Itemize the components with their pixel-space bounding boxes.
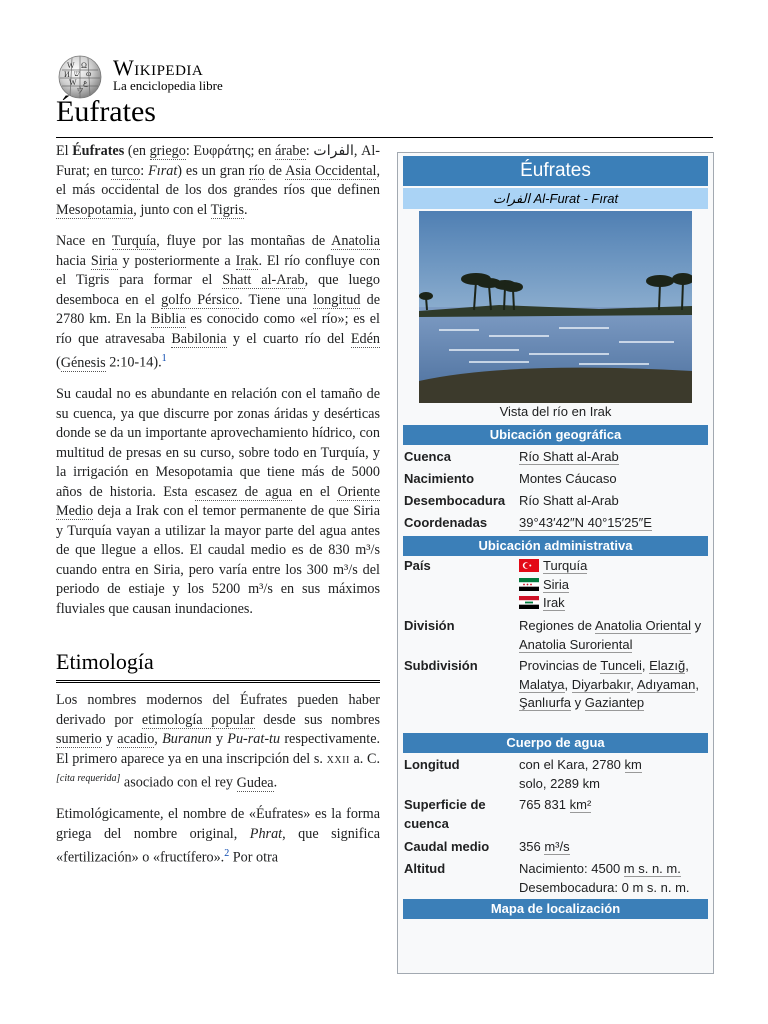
label-longitud: Longitud <box>404 757 460 772</box>
paragraph-flow: Su caudal no es abundante en relación con el tamaño de su cuenca, ya que discurre por zonas áridas y desérticas donde se da un importante aprovechamiento hídrico, con multitud de presas en su curso, sobre todo en Turquía, y la irrigación en Mesopotamia que tiene más de 5000 años de historia. Esta escasez de agua en el Oriente Medio deja a Irak con el temor permanente de que Siria y Turquía vayan a utilizar la mayor parte del agua antes de que llegue a ellos. El caudal medio es de 830 m³/s cuando entra en Siria, pero varía entre los 300 m³/s del periodo de estiaje y los 5200 m³/s en sus máximos fluviales que causan inundaciones. <box>56 386 380 617</box>
iraq-flag-icon <box>519 596 539 609</box>
link-anatolia[interactable]: Anatolia <box>331 233 380 249</box>
link-gudea[interactable]: Gudea <box>236 774 274 791</box>
reference-1[interactable]: 1 <box>161 353 167 364</box>
link-golfo-persico[interactable]: golfo Pérsico <box>161 291 240 308</box>
link-pais-siria[interactable]: Siria <box>543 576 570 592</box>
wikipedia-wordmark: Wikipedia <box>113 55 204 80</box>
link-acadio[interactable]: acadio <box>117 731 155 748</box>
section-header-administrativa: Ubicación administrativa <box>403 536 708 556</box>
link-eden[interactable]: Edén <box>350 330 381 347</box>
value-desembocadura: Río Shatt al-Arab <box>519 493 619 508</box>
turkey-flag-icon <box>519 559 539 572</box>
label-cuenca: Cuenca <box>404 449 451 464</box>
link-adiyaman[interactable]: Adıyaman <box>636 676 696 692</box>
link-gaziantep[interactable]: Gaziantep <box>584 695 645 710</box>
link-escasez-de-agua[interactable]: escasez de agua <box>194 483 293 500</box>
label-desembocadura: Desembocadura <box>404 493 506 508</box>
infobox-subtitle: الفرات Al-Furat - Fırat <box>403 188 708 209</box>
svg-text:ω: ω <box>86 69 92 78</box>
svg-text:ש: ש <box>74 69 80 78</box>
link-rio-shatt-al-arab[interactable]: Río Shatt al-Arab <box>519 449 619 464</box>
label-nacimiento: Nacimiento <box>404 471 475 486</box>
river-photo[interactable] <box>419 211 692 403</box>
link-tigris[interactable]: Tigris <box>210 201 244 218</box>
section-header-mapa: Mapa de localización <box>403 899 708 919</box>
svg-text:Ω: Ω <box>81 61 87 70</box>
value-nacimiento: Montes Cáucaso <box>519 471 617 486</box>
page-title: Éufrates <box>56 95 156 128</box>
link-diyarbakir[interactable]: Diyarbakır <box>571 676 631 692</box>
link-mesopotamia[interactable]: Mesopotamia <box>56 201 134 218</box>
link-coordenadas[interactable]: 39°43′42″N 40°15′25″E <box>519 515 652 530</box>
link-anatolia-suroriental[interactable]: Anatolia Suroriental <box>519 636 633 652</box>
link-asia-occidental[interactable]: Asia Occidental <box>285 162 377 179</box>
article-body <box>56 142 380 881</box>
value-subdivision: Provincias de Tunceli, Elazığ, Malatya, Diyarbakır, Adıyaman, Şanlıurfa y Gaziantep <box>519 658 699 710</box>
link-rio[interactable]: río <box>248 162 265 179</box>
value-coordenadas <box>519 514 709 533</box>
link-sumerio[interactable]: sumerio <box>56 731 102 748</box>
value-longitud: con el Kara, 2780 km solo, 2289 km <box>519 757 642 791</box>
value-division: Regiones de Anatolia Oriental y Anatolia Suroriental <box>519 618 702 652</box>
svg-text:W: W <box>67 61 75 70</box>
svg-text:И: И <box>64 70 70 79</box>
section-header-geografica: Ubicación geográfica <box>403 425 708 445</box>
value-superficie: 765 831 km² <box>519 797 592 812</box>
value-pais <box>519 557 709 613</box>
link-pais-irak[interactable]: Irak <box>543 595 565 610</box>
reference-2[interactable]: 2 <box>224 848 230 860</box>
link-malatya[interactable]: Malatya <box>519 676 565 692</box>
label-division: División <box>404 618 455 633</box>
link-oriente-medio[interactable]: Oriente Medio <box>56 483 380 520</box>
title-divider <box>56 137 713 138</box>
link-tunceli[interactable]: Tunceli <box>600 658 642 673</box>
label-altitud: Altitud <box>404 861 446 876</box>
svg-text:ウ: ウ <box>76 86 84 95</box>
label-coordenadas: Coordenadas <box>404 515 488 530</box>
link-irak[interactable]: Irak <box>235 252 259 269</box>
link-km2[interactable]: km² <box>569 797 592 812</box>
link-turco[interactable]: turco <box>111 162 141 179</box>
label-caudal: Caudal medio <box>404 839 490 854</box>
link-msnm[interactable]: m s. n. m. <box>623 861 681 876</box>
value-caudal: 356 m³/s <box>519 839 570 854</box>
paragraph-etymology-1: Los nombres modernos del Éufrates pueden haber derivado por etimología popular desde sus nombres sumerio y acadio, Buranun y Pu-rat-tu respectivamente. El primero aparece ya en una inscripción del s. xxii a. C.[cita requerida] asociado con el rey Gudea. <box>56 692 381 791</box>
syria-flag-icon <box>519 578 539 591</box>
link-sanliurfa[interactable]: Şanlıurfa <box>519 695 572 710</box>
wikipedia-globe-icon <box>56 54 104 100</box>
link-shatt-al-arab[interactable]: Shatt al-Arab <box>222 272 305 288</box>
wikipedia-tagline: La enciclopedia libre <box>113 78 223 93</box>
link-longitud[interactable]: longitud <box>313 291 361 308</box>
link-arabe[interactable]: árabe <box>275 143 306 159</box>
link-pais-turquia[interactable]: Turquía <box>543 558 588 573</box>
infobox <box>397 152 714 974</box>
label-superficie: Superficie de cuenca <box>404 797 486 831</box>
link-anatolia-oriental[interactable]: Anatolia Oriental <box>594 618 692 633</box>
link-elazig[interactable]: Elazığ <box>649 658 686 673</box>
link-m3s[interactable]: m³/s <box>544 839 570 854</box>
link-babilonia[interactable]: Babilonia <box>171 330 227 347</box>
value-altitud: Nacimiento: 4500 m s. n. m. Desembocadura: 0 m s. n. m. <box>519 861 690 895</box>
link-biblia[interactable]: Biblia <box>150 311 186 327</box>
section-header-cuerpo-de-agua: Cuerpo de agua <box>403 733 708 753</box>
photo-caption: Vista del río en Irak <box>499 404 612 419</box>
link-siria[interactable]: Siria <box>90 252 118 269</box>
link-genesis[interactable]: Génesis <box>60 354 106 371</box>
link-turquia[interactable]: Turquía <box>111 233 157 249</box>
link-km[interactable]: km <box>624 757 642 772</box>
label-subdivision: Subdivisión <box>404 658 478 673</box>
country-irak <box>519 594 709 613</box>
wikipedia-logo[interactable] <box>56 52 256 100</box>
svg-text:W: W <box>69 78 77 87</box>
infobox-title: Éufrates <box>403 156 708 186</box>
paragraph-intro: El Éufrates (en griego: Ευφράτης; en árabe: الفرات, Al-Furat; en turco: Fırat) es un gran río de Asia Occidental, el más occidental de los dos grandes ríos que definen Mesopotamia, junto con el Tigris. <box>56 143 381 218</box>
paragraph-course: Nace en Turquía, fluye por las montañas de Anatolia hacia Siria y posteriormente a Irak. El río confluye con el Tigris para formar el Shatt al-Arab, que luego desemboca en el golfo Pérsico. Tiene una longitud de 2780 km. En la Biblia es conocido como «el río»; es el río que atravesaba Babilonia y el cuarto río del Edén (Génesis 2:10-14).$^1$ <box>56 233 381 371</box>
link-griego[interactable]: griego <box>149 143 186 159</box>
link-etimologia-popular[interactable]: etimología popular <box>141 711 255 728</box>
svg-text:ع: ع <box>83 78 88 87</box>
citation-needed[interactable]: [cita requerida] <box>56 773 121 785</box>
paragraph-etymology-2: Etimológicamente, el nombre de «Éufrates» es la forma griega del nombre original, Phrat, que significa «fertilización» o «fructífero».$^2$ Por otra <box>56 806 381 867</box>
label-pais: País <box>404 558 431 573</box>
section-heading-etimologia: Etimología <box>56 647 380 683</box>
value-cuenca <box>519 448 709 467</box>
country-siria <box>519 576 709 595</box>
country-turquia <box>519 557 709 576</box>
